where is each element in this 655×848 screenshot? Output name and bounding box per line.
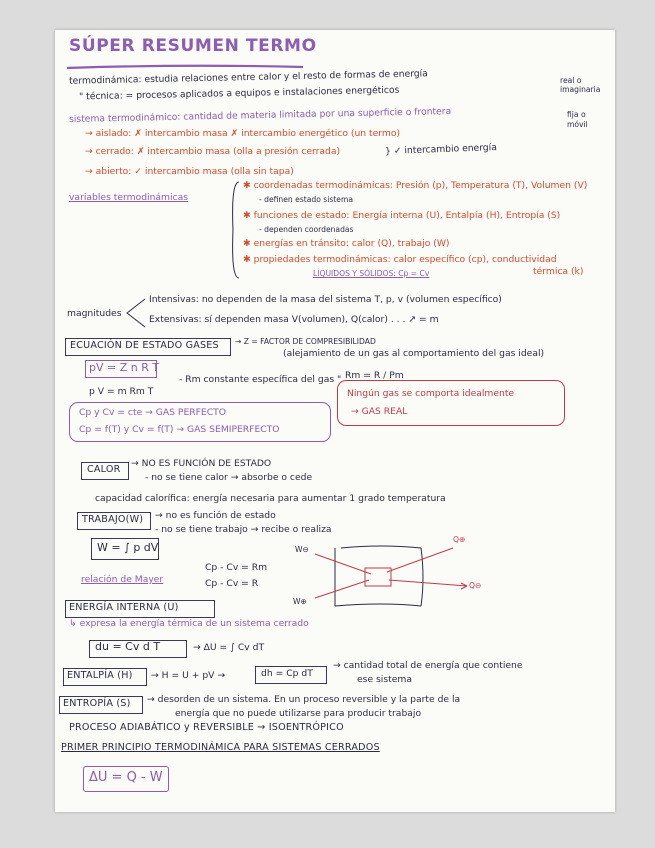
heat-line2: - no se tiene calor → absorbe o cede <box>145 472 313 483</box>
system-diagram <box>281 528 501 614</box>
work-formula: W = ∫ p dV <box>97 541 159 554</box>
entropy-desc2: energía que no puede utilizarse para producir trabajo <box>175 708 422 719</box>
dh-formula: dh = Cp dT <box>261 668 313 679</box>
internal-energy-label: ENERGÍA INTERNA (U) <box>69 602 179 613</box>
w-minus-label: W⊖ <box>295 545 309 554</box>
eq1: pV = Z n R T <box>89 361 160 374</box>
first-law-title: PRIMER PRINCIPIO TERMODINÁMICA PARA SISTEMAS CERRADOS <box>61 742 380 753</box>
process-note: PROCESO ADIABÁTICO y REVERSIBLE → ISOENTRÓPICO <box>69 722 344 733</box>
energy-exchange-note: } ✓ intercambio energía <box>384 142 498 157</box>
variables-bracket <box>229 180 241 280</box>
perfect-gas: Cp y Cv = cte → GAS PERFECTO <box>79 407 226 418</box>
magnitudes-label: magnitudes <box>67 308 122 319</box>
work-label: TRABAJO(W) <box>82 514 144 525</box>
intensive-item: Intensivas: no dependen de la masa del sistema T, p, v (volumen específico) <box>149 294 502 305</box>
mayer-1: Cp - Cv = Rm <box>205 562 268 573</box>
enthalpy-eq: → H = U + pV → <box>151 670 226 681</box>
mayer-label: relación de Mayer <box>81 574 164 585</box>
coords-item: ✱ coordenadas termodinámicas: Presión (p), Temperatura (T), Volumen (V) <box>243 180 588 191</box>
thermo-definition: termodinámica: estudia relaciones entre calor y el resto de formas de energía <box>68 68 428 87</box>
page-title: SÚPER RESUMEN TERMO <box>69 36 317 56</box>
internal-energy-desc: ↳ expresa la energía térmica de un sistema cerrado <box>69 618 309 629</box>
technic-definition: " técnica: = procesos aplicados a equipos e instalaciones energéticos <box>78 84 400 103</box>
du-formula: du = Cv d T <box>95 640 161 653</box>
mayer-2: Cp - Cv = R <box>205 578 259 589</box>
eq2: p V = m Rm T <box>89 386 154 397</box>
notes-page <box>55 30 615 812</box>
real-gas-1: Ningún gas se comporta idealmente <box>347 388 515 399</box>
magnitudes-brace <box>123 296 147 330</box>
real-gas-2: → GAS REAL <box>351 406 408 417</box>
real-gas-box <box>337 380 565 426</box>
heat-line1: → NO ES FUNCIÓN DE ESTADO <box>131 458 272 469</box>
heat-label: CALOR <box>87 464 121 475</box>
extensive-item: Extensivas: sí dependen masa V(volumen), Q(calor) . . . ↗ = m <box>149 314 439 325</box>
z-sub: (alejamiento de un gas al comportamiento del gas ideal) <box>283 348 545 359</box>
rm-label: - Rm constante específica del gas " <box>179 374 342 385</box>
q-minus-label: Q⊖ <box>469 581 482 590</box>
title-underline <box>65 63 305 71</box>
system-cerrado: → cerrado: ✗ intercambio masa (olla a presión cerrada) <box>85 146 341 157</box>
real-note: real o imaginaria <box>560 76 601 94</box>
q-plus-label: Q⊕ <box>453 535 466 544</box>
first-law-formula: ΔU = Q - W <box>89 770 163 785</box>
enthalpy-desc1: → cantidad total de energía que contiene <box>333 660 523 671</box>
variables-label: variables termodinámicas <box>69 192 189 203</box>
semiperfect-gas: Cp = f(T) y Cv = f(T) → GAS SEMIPERFECTO <box>79 424 280 435</box>
eq-gases-label: ECUACIÓN DE ESTADO GASES <box>70 340 219 351</box>
w-plus-label: W⊕ <box>293 597 307 606</box>
props-sub: LÍQUIDOS Y SÓLIDOS: Cp = Cv <box>313 269 430 278</box>
work-line2: - no se tiene trabajo → recibe o realiza <box>155 524 332 535</box>
functions-item: ✱ funciones de estado: Energía interna (U), Entalpía (H), Entropía (S) <box>243 210 561 221</box>
rm-formula: Rm = R / Pm <box>345 370 404 381</box>
system-abierto: → abierto: ✓ intercambio masa (olla sin tapa) <box>85 166 294 177</box>
entropy-label: ENTROPÍA (S) <box>63 698 131 709</box>
functions-sub: - dependen coordenadas <box>259 225 354 234</box>
enthalpy-label: ENTALPÍA (H) <box>67 670 133 681</box>
props-item-2: térmica (k) <box>533 266 584 277</box>
entropy-desc1: → desorden de un sistema. En un proceso reversible y la parte de la <box>147 694 461 705</box>
system-aislado: → aislado: ✗ intercambio masa ✗ intercambio energético (un termo) <box>85 128 401 139</box>
coords-sub: - definen estado sistema <box>259 195 354 204</box>
work-line1: → no es función de estado <box>155 510 276 521</box>
props-item: ✱ propiedades termodinámicas: calor específico (cp), conductividad <box>243 254 557 265</box>
z-definition: → Z = FACTOR DE COMPRESIBILIDAD <box>235 337 376 346</box>
system-definition: sistema termodinámico: cantidad de materia limitada por una superficie o frontera <box>68 105 452 126</box>
du-integral: → ΔU = ∫ Cv dT <box>193 642 265 653</box>
enthalpy-desc2: ese sistema <box>357 674 412 685</box>
transit-item: ✱ energías en tránsito: calor (Q), trabajo (W) <box>243 238 450 249</box>
fija-note: fija o móvil <box>567 110 588 129</box>
heat-capacity: capacidad calorífica: energía necesaria para aumentar 1 grado temperatura <box>95 493 446 504</box>
